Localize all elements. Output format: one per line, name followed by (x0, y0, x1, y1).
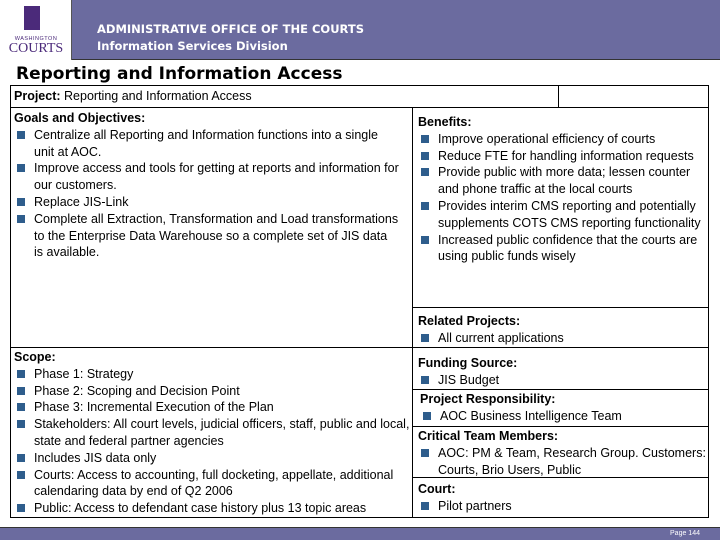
scope-item: Public: Access to defendant case history plus 13 topic areas (14, 500, 412, 517)
team-item: AOC: PM & Team, Research Group. Customers: Courts, Brio Users, Public (418, 445, 708, 479)
header-line2: Information Services Division (97, 39, 288, 53)
logo-text-top: WASHINGTON (14, 36, 58, 42)
benefits-heading: Benefits: (418, 115, 472, 129)
goal-item: Complete all Extraction, Transformation and Load transformations to the Enterprise Data Warehouse so a complete set of JIS data is available. (14, 211, 399, 261)
funding-heading: Funding Source: (418, 356, 518, 370)
project-label: Project: (14, 89, 61, 103)
project-row-blank-cell (558, 85, 709, 108)
benefit-item: Provides interim CMS reporting and potentially supplements COTS CMS reporting functionality (418, 198, 710, 232)
funding-section (418, 355, 708, 389)
related-item: All current applications (418, 330, 708, 347)
goal-item: Centralize all Reporting and Information functions into a single unit at AOC. (14, 127, 399, 161)
project-value: Reporting and Information Access (64, 89, 252, 103)
scope-item: Includes JIS data only (14, 450, 412, 467)
team-section (418, 428, 708, 478)
header-line1: ADMINISTRATIVE OFFICE OF THE COURTS (97, 22, 364, 36)
page-title: Reporting and Information Access (16, 64, 343, 84)
logo-text-bottom: COURTS (8, 41, 64, 56)
footer-bar (0, 527, 720, 540)
court-section (418, 481, 708, 515)
related-heading: Related Projects: (418, 314, 521, 328)
court-heading: Court: (418, 482, 456, 496)
scope-item: Phase 1: Strategy (14, 366, 412, 383)
page-number: Page 144 (670, 530, 700, 537)
scope-heading: Scope: (14, 350, 56, 364)
goal-item: Replace JIS-Link (14, 194, 399, 211)
benefit-item: Increased public confidence that the courts are using public funds wisely (418, 232, 710, 266)
funding-item: JIS Budget (418, 372, 708, 389)
goals-section (14, 110, 399, 261)
benefits-section (418, 114, 710, 265)
header-banner (0, 0, 720, 60)
logo-mark-icon (24, 6, 40, 30)
team-heading: Critical Team Members: (418, 429, 559, 443)
washington-courts-logo (0, 0, 72, 60)
court-item: Pilot partners (418, 498, 708, 515)
goal-item: Improve access and tools for getting at reports and information for our customers. (14, 160, 399, 194)
responsibility-section (420, 391, 710, 425)
scope-section (14, 349, 412, 517)
benefit-item: Improve operational efficiency of courts (418, 131, 710, 148)
scope-item: Courts: Access to accounting, full docketing, appellate, additional calendaring data by end of Q2 2006 (14, 467, 412, 501)
scope-item: Phase 2: Scoping and Decision Point (14, 383, 412, 400)
responsibility-item: AOC Business Intelligence Team (420, 408, 710, 425)
project-line (14, 88, 252, 105)
responsibility-heading: Project Responsibility: (420, 392, 556, 406)
related-section (418, 313, 708, 347)
goals-heading: Goals and Objectives: (14, 111, 146, 125)
benefit-item: Provide public with more data; lessen counter and phone traffic at the local courts (418, 164, 710, 198)
scope-item: Stakeholders: All court levels, judicial officers, staff, public and local, state and federal partner agencies (14, 416, 412, 450)
benefit-item: Reduce FTE for handling information requests (418, 148, 710, 165)
scope-item: Phase 3: Incremental Execution of the Plan (14, 399, 412, 416)
